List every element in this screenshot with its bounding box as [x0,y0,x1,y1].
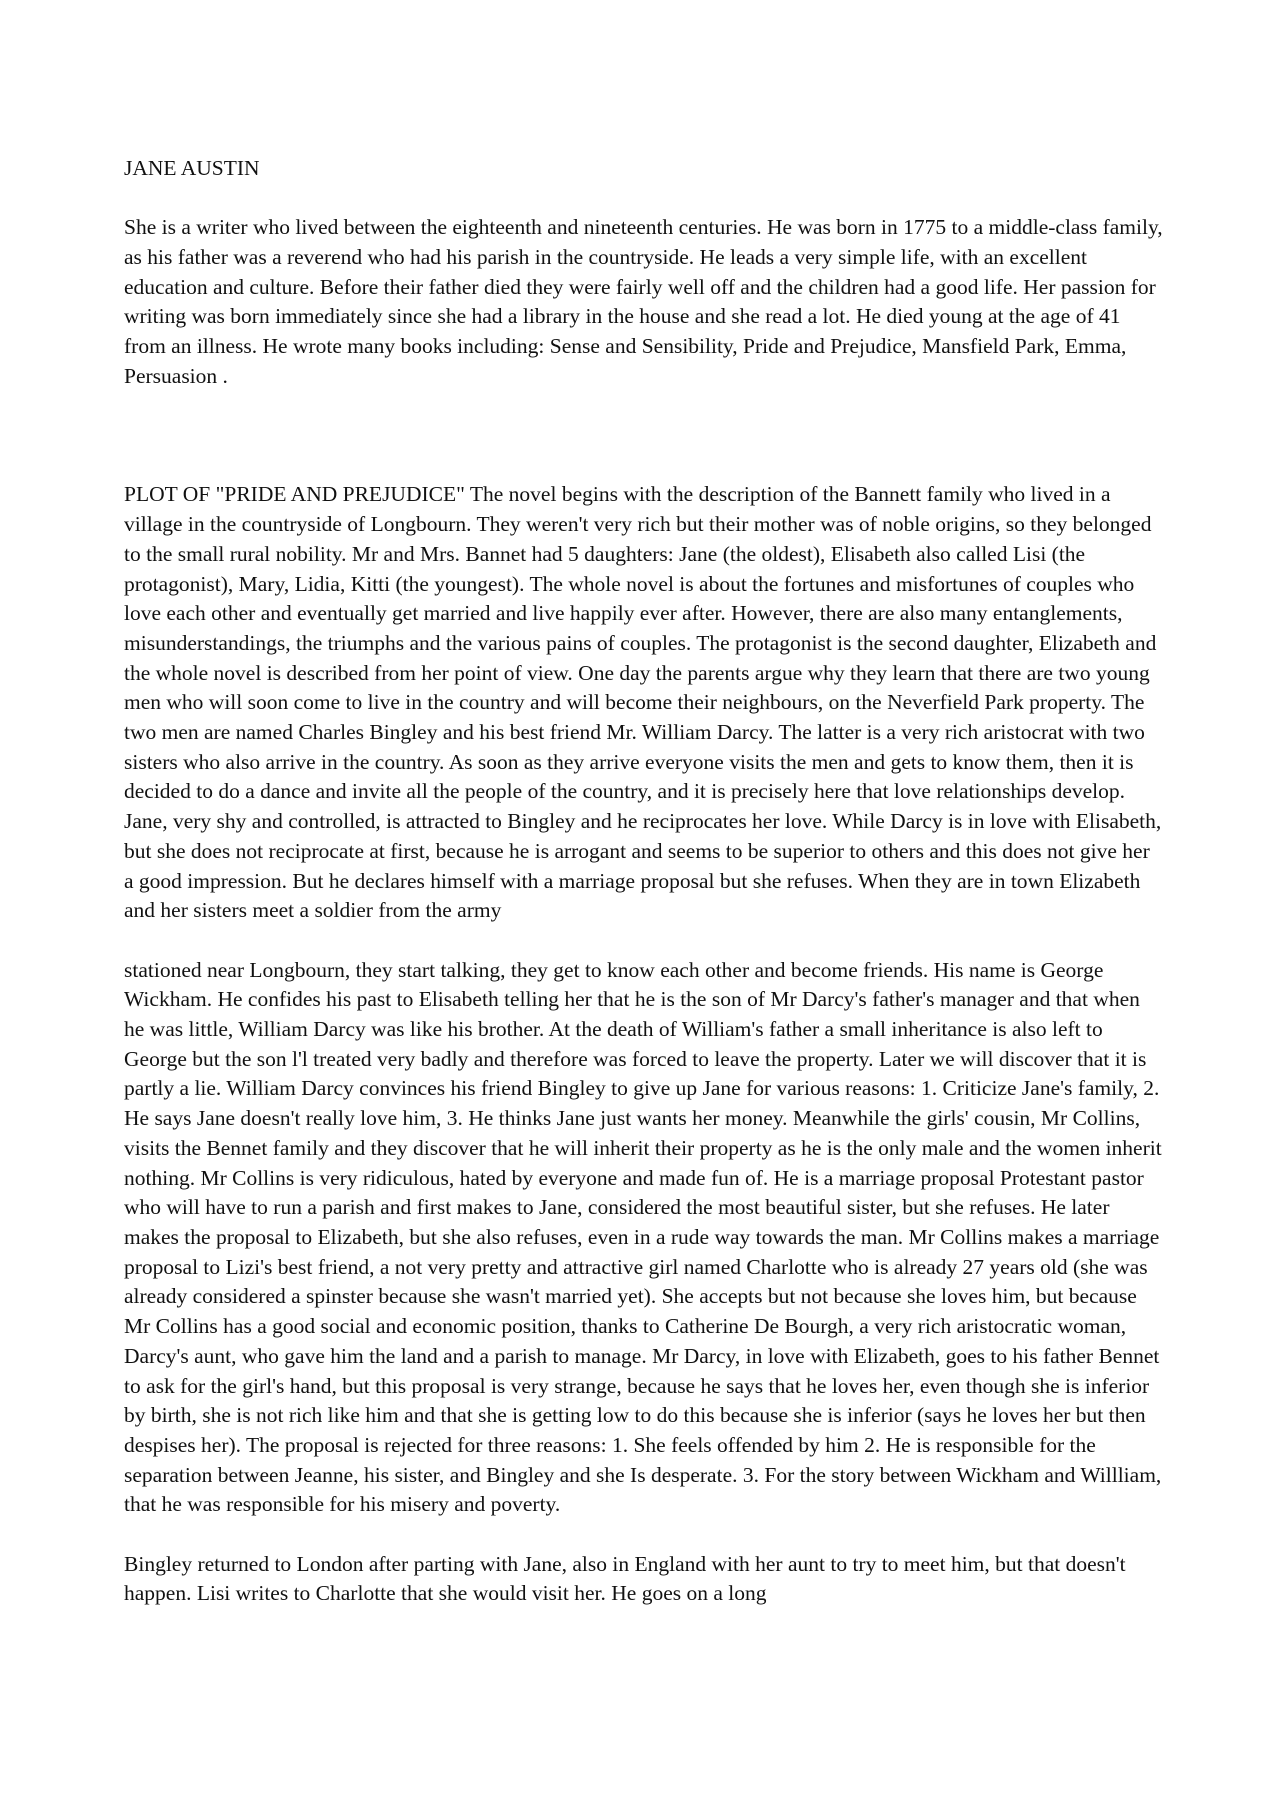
bio-paragraph: She is a writer who lived between the eighteenth and nineteenth centuries. He was born in 1775 to a middle-class family, as his father was a reverend who had his parish in the countryside. He leads a very simple life, with an excellent education and culture. Before their father died they were fairly well off and the children had a good life. Her passion for writing was born immediately since she had a library in the house and she read a lot. He died young at the age of 41 from an illness. He wrote many books including: Sense and Sensibility, Pride and Prejudice, Mansfield Park, Emma, Persuasion . [124,215,1163,388]
plot-paragraph-2: stationed near Longbourn, they start talking, they get to know each other and become friends. His name is George Wickham. He confides his past to Elisabeth telling her that he is the son of Mr Darcy's father's manager and that when he was little, William Darcy was like his brother. At the death of William's father a small inheritance is also left to George but the son l'l treated very badly and therefore was forced to leave the property. Later we will discover that it is partly a lie. William Darcy convinces his friend Bingley to give up Jane for various reasons: 1. Criticize Jane's family, 2. He says Jane doesn't really love him, 3. He thinks Jane just wants her money. Meanwhile the girls' cousin, Mr Collins, visits the Bennet family and they discover that he will inherit their property as he is the only male and the women inherit nothing. Mr Collins is very ridiculous, hated by everyone and made fun of. He is a marriage proposal Protestant pastor who will have to run a parish and first makes to Jane, considered the most beautiful sister, but she refuses. He later makes the proposal to Elizabeth, but she also refuses, even in a rude way towards the man. Mr Collins makes a marriage proposal to Lizi's best friend, a not very pretty and attractive girl named Charlotte who is already 27 years old (she was already considered a spinster because she wasn't married yet). She accepts but not because she loves him, but because Mr Collins has a good social and economic position, thanks to Catherine De Bourgh, a very rich aristocratic woman, Darcy's aunt, who gave him the land and a parish to manage. Mr Darcy, in love with Elizabeth, goes to his father Bennet to ask for the girl's hand, but this proposal is very strange, because he says that he loves her, even though she is inferior by birth, she is not rich like him and that she is getting low to do this because she is inferior (says he loves her but then despises her). The proposal is rejected for three reasons: 1. She feels offended by him 2. He is responsible for the separation between Jeanne, his sister, and Bingley and she Is desperate. 3. For the story between Wickham and Willliam, that he was responsible for his misery and poverty. [124,957,1162,1517]
plot-paragraph-3: Bingley returned to London after parting with Jane, also in England with her aunt to try to meet him, but that doesn't happen. Lisi writes to Charlotte that she would visit her. He goes on a long [124,1551,1126,1606]
document-heading: JANE AUSTIN [124,155,260,180]
document-body [124,124,1164,1639]
plot-paragraph-1: PLOT OF "PRIDE AND PREJUDICE" The novel begins with the description of the Bannett family who lived in a village in the countryside of Longbourn. They weren't very rich but their mother was of noble origins, so they belonged to the small rural nobility. Mr and Mrs. Bannet had 5 daughters: Jane (the oldest), Elisabeth also called Lisi (the protagonist), Mary, Lidia, Kitti (the youngest). The whole novel is about the fortunes and misfortunes of couples who love each other and eventually get married and live happily ever after. However, there are also many entanglements, misunderstandings, the triumphs and the various pains of couples. The protagonist is the second daughter, Elizabeth and the whole novel is described from her point of view. One day the parents argue why they learn that there are two young men who will soon come to live in the country and will become their neighbours, on the Neverfield Park property. The two men are named Charles Bingley and his best friend Mr. William Darcy. The latter is a very rich aristocrat with two sisters who also arrive in the country. As soon as they arrive everyone visits the men and gets to know them, then it is decided to do a dance and invite all the people of the country, and it is precisely here that love relationships develop. Jane, very shy and controlled, is attracted to Bingley and he reciprocates her love. While Darcy is in love with Elisabeth, but she does not reciprocate at first, because he is arrogant and seems to be superior to others and this does not give her a good impression. But he declares himself with a marriage proposal but she refuses. When they are in town Elizabeth and her sisters meet a soldier from the army [124,482,1162,923]
paragraph-spacer [124,421,1164,451]
